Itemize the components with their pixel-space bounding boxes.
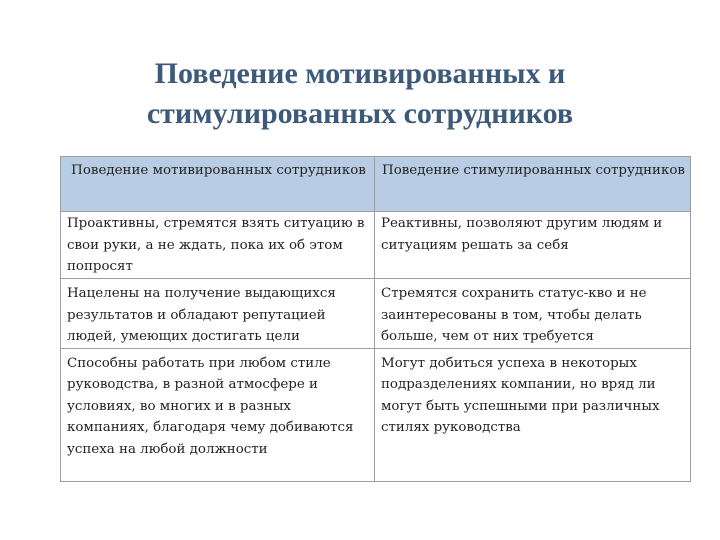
table-cell-stimulated: Стремятся сохранить статус-кво и не заинтересованы в том, чтобы делать больше, чем от них требуется [375,279,691,349]
table-cell-motivated: Проактивны, стремятся взять ситуацию в свои руки, а не ждать, пока их об этом попросят [61,212,375,279]
table-row [61,279,691,349]
table-row [61,348,691,481]
page-title-line-2: стимулированных сотрудников [146,97,574,130]
table-cell-stimulated: Реактивны, позволяют другим людям и ситуациям решать за себя [375,212,691,279]
column-header-motivated: Поведение мотивированных сотрудников [61,157,375,212]
table-cell-motivated: Нацелены на получение выдающихся результатов и обладают репутацией людей, умеющих достигать цели [61,279,375,349]
page-title-line-1: Поведение мотивированных и [154,57,566,90]
table-cell-stimulated: Могут добиться успеха в некоторых подразделениях компании, но вряд ли могут быть успешными при различных стилях руководства [375,348,691,481]
table-cell-motivated: Способны работать при любом стиле руководства, в разной атмосфере и условиях, во многих и в разных компаниях, благодаря чему добиваются успеха на любой должности [61,348,375,481]
table-header-row [61,157,691,212]
comparison-table [60,156,691,482]
page-title [60,54,660,134]
table-row [61,212,691,279]
column-header-stimulated: Поведение стимулированных сотрудников [375,157,691,212]
